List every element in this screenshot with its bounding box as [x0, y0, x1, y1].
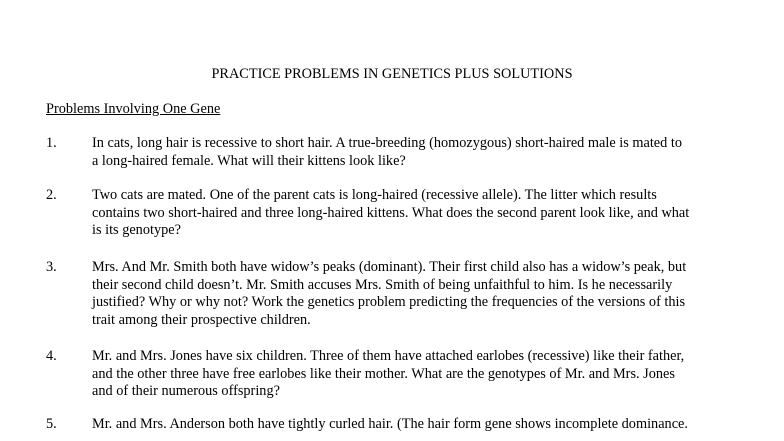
problem-line: Mr. and Mrs. Jones have six children. Three of them have attached earlobes (recessive) like their father, — [92, 348, 685, 364]
problem-line: and the other three have free earlobes like their mother. What are the genotypes of Mr. and Mrs. Jones — [92, 365, 675, 382]
problem-text — [92, 348, 762, 401]
problem-line: is its genotype? — [92, 222, 181, 239]
problem-number: 4. — [46, 348, 57, 364]
problem-line: contains two short-haired and three long-haired kittens. What does the second parent look like, and what — [92, 204, 690, 221]
problem-line: Two cats are mated. One of the parent cats is long-haired (recessive allele). The litter which results — [92, 187, 657, 203]
problem-line: In cats, long hair is recessive to short hair. A true-breeding (homozygous) short-haired male is mated to — [92, 135, 682, 151]
problem-line: a long-haired female. What will their kittens look like? — [92, 152, 406, 169]
problem-text — [92, 187, 762, 240]
problem-line: trait among their prospective children. — [92, 311, 311, 328]
document-title: PRACTICE PROBLEMS IN GENETICS PLUS SOLUTIONS — [211, 66, 573, 82]
problem-line: their second child doesn’t. Mr. Smith accuses Mrs. Smith of being unfaithful to him. Is he necessarily — [92, 276, 673, 293]
problem-text — [92, 135, 762, 170]
problem-text — [92, 416, 762, 434]
problem-line: justified? Why or why not? Work the genetics problem predicting the frequencies of the versions of this — [92, 294, 686, 311]
problem-line: Mrs. And Mr. Smith both have widow’s peaks (dominant). Their first child also has a widow’s peak, but — [92, 259, 687, 275]
problem-line: and of their numerous offspring? — [92, 383, 280, 400]
problem-number: 3. — [46, 259, 57, 275]
problem-text — [92, 259, 762, 329]
section-heading: Problems Involving One Gene — [46, 101, 221, 117]
problem-number: 5. — [46, 416, 57, 432]
problem-number: 2. — [46, 187, 57, 203]
problem-line: Mr. and Mrs. Anderson both have tightly curled hair. (The hair form gene shows incomplete dominance. — [92, 416, 688, 432]
problem-number: 1. — [46, 135, 57, 151]
